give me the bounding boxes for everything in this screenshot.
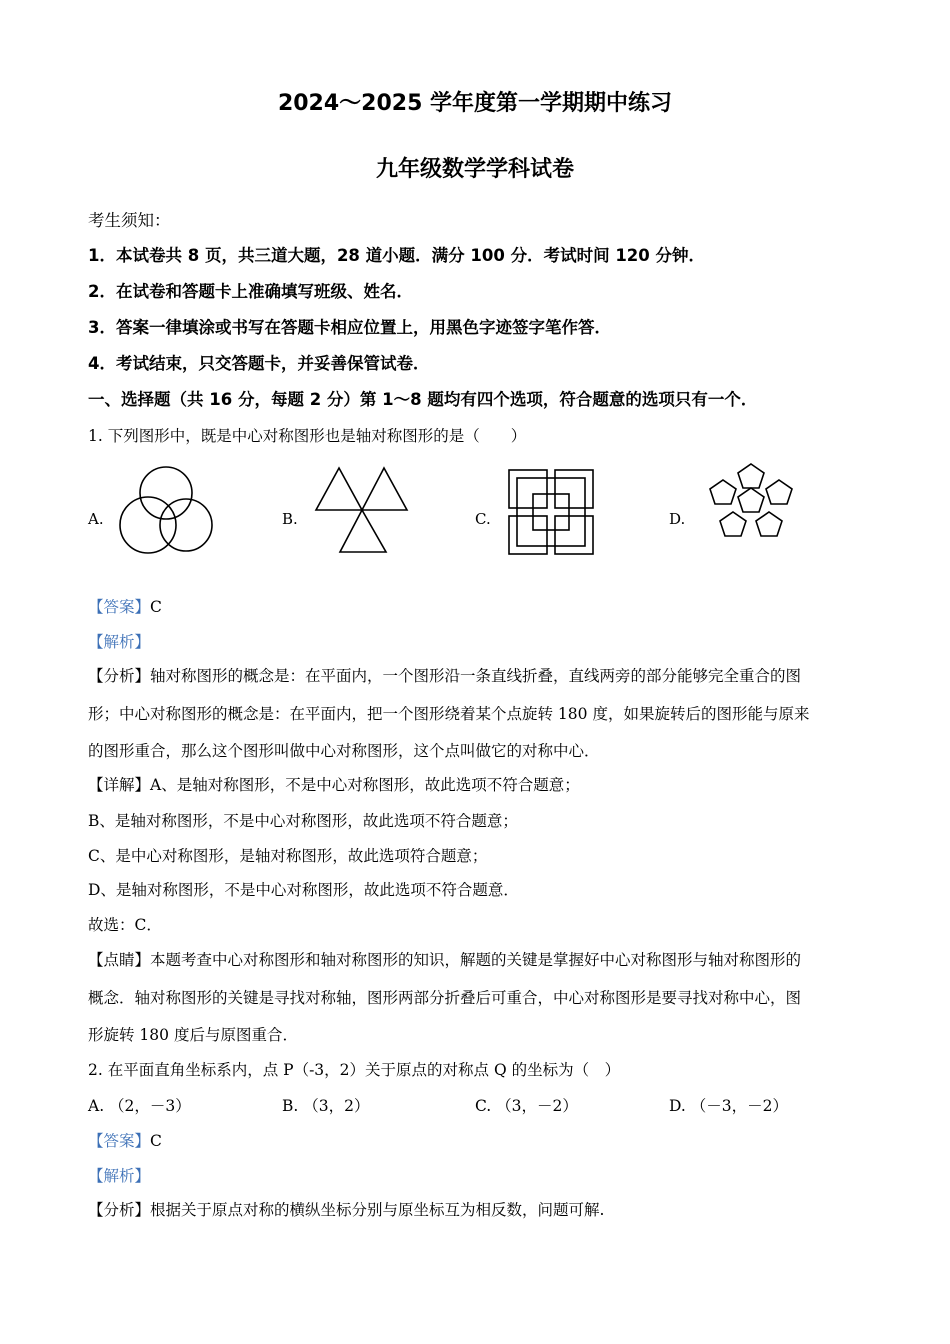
question-stem: 1. 下列图形中，既是中心对称图形也是轴对称图形的是（ ） (88, 427, 527, 445)
question-stem: 2. 在平面直角坐标系内，点 P（-3，2）关于原点的对称点 Q 的坐标为（ ） (88, 1061, 621, 1079)
analysis-tag: 【解析】 (88, 1167, 151, 1185)
notice-item: 1．本试卷共 8 页，共三道大题，28 道小题．满分 100 分．考试时间 120 分钟． (88, 246, 706, 265)
xiangjie-line (88, 773, 580, 795)
option-label-d: D. (669, 510, 686, 528)
dianjing-tag: 【点睛】 (88, 951, 151, 969)
figure-a-three-circles (110, 460, 220, 560)
fenxi-text: 轴对称图形的概念是：在平面内，一个图形沿一条直线折叠，直线两旁的部分能够完全重合的图 (150, 667, 802, 685)
xiangjie-tag: 【详解】 (88, 776, 151, 794)
page-title: 2024～2025 学年度第一学期期中练习 (277, 91, 673, 116)
fenxi-line (88, 1198, 604, 1220)
notice-item: 3．答案一律填涂或书写在答题卡相应位置上，用黑色字迹签字笔作答． (88, 318, 611, 337)
option-b: B. （3，2） (282, 1097, 370, 1115)
notice-item: 4．考试结束，只交答题卡，并妥善保管试卷． (88, 354, 430, 373)
notice-item: 2．在试卷和答题卡上准确填写班级、姓名． (88, 282, 413, 301)
option-c: C. （3，－2） (475, 1097, 578, 1115)
figure-c-squares (505, 466, 597, 558)
xiangjie-text: A、是轴对称图形，不是中心对称图形，故此选项不符合题意； (150, 776, 580, 794)
answer-tag: 【答案】 (88, 598, 151, 616)
dianjing-text: 本题考查中心对称图形和轴对称图形的知识，解题的关键是掌握好中心对称图形与轴对称图形的 (150, 951, 802, 969)
answer-value: C (150, 598, 162, 616)
option-label-a: A. (88, 510, 104, 528)
fenxi-tag: 【分析】 (88, 667, 151, 685)
answer-tag: 【答案】 (88, 1132, 151, 1150)
notice-heading: 考生须知： (88, 211, 171, 230)
xiangjie-text: 故选：C． (88, 916, 162, 934)
dianjing-text: 概念．轴对称图形的关键是寻找对称轴，图形两部分折叠后可重合，中心对称图形是要寻找对称中心，图 (88, 989, 802, 1007)
section-heading: 一、选择题（共 16 分，每题 2 分）第 1～8 题均有四个选项，符合题意的选项只有一个． (88, 390, 758, 409)
xiangjie-text: D、是轴对称图形，不是中心对称图形，故此选项不符合题意． (88, 881, 519, 899)
analysis-tag: 【解析】 (88, 633, 151, 651)
fenxi-tag: 【分析】 (88, 1201, 151, 1219)
dianjing-line (88, 948, 801, 970)
fenxi-text: 的图形重合，那么这个图形叫做中心对称图形，这个点叫做它的对称中心． (88, 742, 600, 760)
figure-b-three-triangles (312, 462, 412, 558)
fenxi-text: 根据关于原点对称的横纵坐标分别与原坐标互为相反数，问题可解. (150, 1201, 605, 1219)
fenxi-text: 形；中心对称图形的概念是：在平面内，把一个图形绕着某个点旋转 180 度，如果旋转后的图形能与原来 (88, 705, 810, 723)
dianjing-text: 形旋转 180 度后与原图重合． (88, 1026, 298, 1044)
fenxi-line (88, 664, 801, 686)
xiangjie-text: B、是轴对称图形，不是中心对称图形，故此选项不符合题意； (88, 812, 518, 830)
answer-line (88, 595, 162, 617)
answer-value: C (150, 1132, 162, 1150)
option-label-b: B. (282, 510, 298, 528)
option-label-c: C. (475, 510, 491, 528)
xiangjie-text: C、是中心对称图形，是轴对称图形，故此选项符合题意； (88, 847, 488, 865)
figure-d-pentagons (703, 460, 799, 556)
answer-line (88, 1129, 162, 1151)
option-d: D. （－3，－2） (669, 1097, 788, 1115)
page-subtitle: 九年级数学学科试卷 (375, 157, 574, 182)
option-a: A. （2，－3） (88, 1097, 191, 1115)
